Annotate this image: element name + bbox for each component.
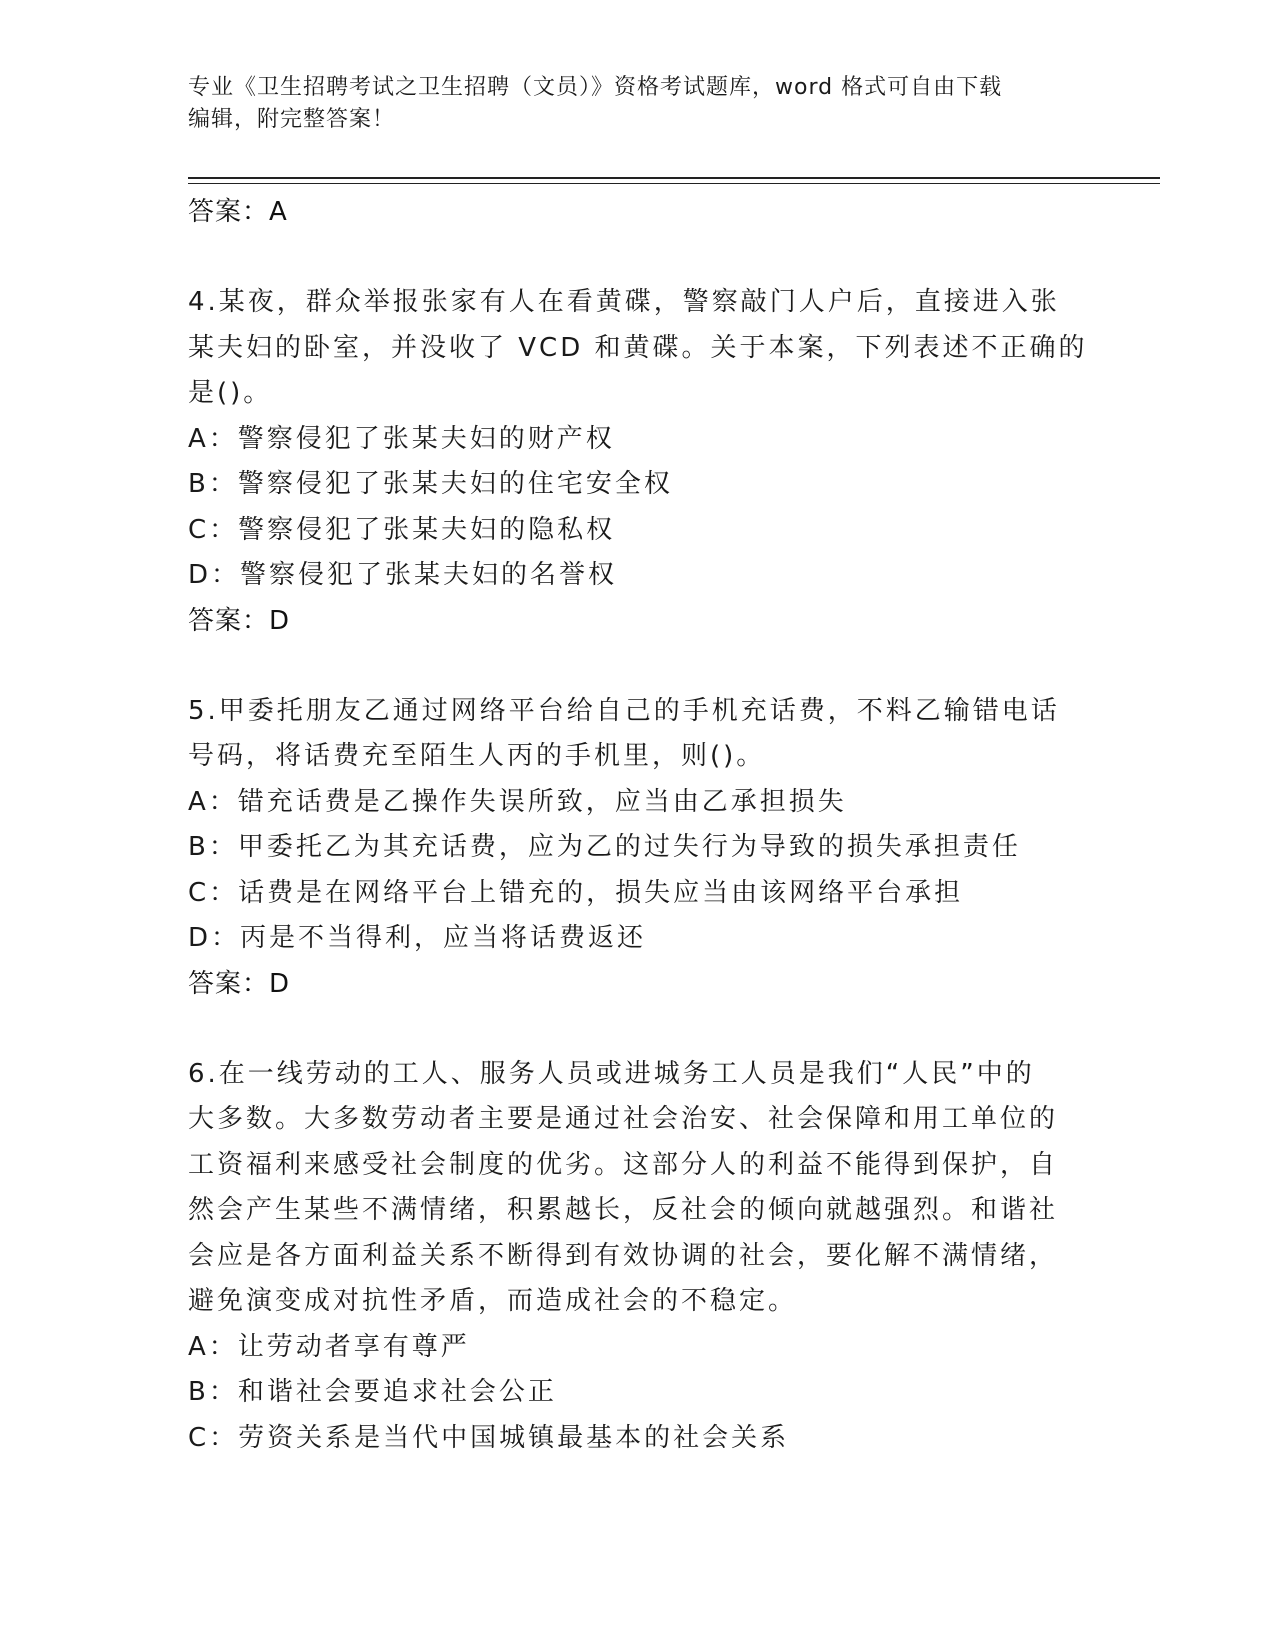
- option-b: B：甲委托乙为其充话费，应为乙的过失行为导致的损失承担责任: [188, 832, 1021, 862]
- page-header: [188, 72, 1088, 136]
- spacer: [188, 1007, 1088, 1052]
- option-c: C：警察侵犯了张某夫妇的隐私权: [188, 514, 616, 545]
- option-d: D：警察侵犯了张某夫妇的名誉权: [188, 560, 618, 590]
- question-text-line: 是()。: [188, 378, 273, 408]
- spacer: [188, 235, 1088, 280]
- question-text-line: 4.某夜，群众举报张家有人在看黄碟，警察敲门人户后，直接进入张: [188, 287, 1060, 317]
- question-text-line: 大多数。大多数劳动者主要是通过社会治安、社会保障和用工单位的: [188, 1104, 1059, 1134]
- option-d: D：丙是不当得利，应当将话费返还: [188, 923, 647, 953]
- option-a: A：警察侵犯了张某夫妇的财产权: [188, 423, 615, 454]
- option-b: B：和谐社会要追求社会公正: [188, 1377, 557, 1407]
- question-6: [188, 1052, 1088, 1462]
- answer-label: 答案：A: [188, 197, 288, 227]
- header-line-2: 编辑，附完整答案！: [188, 107, 396, 132]
- option-c: C：劳资关系是当代中国城镇最基本的社会关系: [188, 1422, 790, 1453]
- option-c: C：话费是在网络平台上错充的，损失应当由该网络平台承担: [188, 877, 964, 908]
- question-5: [188, 689, 1088, 1007]
- option-b: B：警察侵犯了张某夫妇的住宅安全权: [188, 469, 673, 499]
- header-rule-thin: [188, 183, 1160, 184]
- question-4: [188, 280, 1088, 644]
- option-a: A：错充话费是乙操作失误所致，应当由乙承担损失: [188, 786, 847, 817]
- answer-label: 答案：D: [188, 968, 291, 999]
- question-text-line: 避免演变成对抗性矛盾，而造成社会的不稳定。: [188, 1286, 798, 1316]
- header-rule-thick: [188, 177, 1160, 179]
- question-text-line: 号码，将话费充至陌生人丙的手机里，则()。: [188, 741, 766, 771]
- question-text-line: 然会产生某些不满情绪，积累越长，反社会的倾向就越强烈。和谐社: [188, 1195, 1059, 1225]
- question-text-line: 工资福利来感受社会制度的优劣。这部分人的利益不能得到保护，自: [188, 1149, 1059, 1180]
- spacer: [188, 644, 1088, 689]
- question-content: [188, 190, 1088, 1461]
- answer-label: 答案：D: [188, 605, 291, 636]
- header-line-1: 专业《卫生招聘考试之卫生招聘（文员）》资格考试题库，word 格式可自由下载: [188, 75, 1003, 100]
- question-text-line: 某夫妇的卧室，并没收了 VCD 和黄碟。关于本案，下列表述不正确的: [188, 332, 1088, 363]
- question-text-line: 会应是各方面利益关系不断得到有效协调的社会，要化解不满情绪，: [188, 1240, 1059, 1271]
- option-a: A：让劳动者享有尊严: [188, 1331, 470, 1362]
- question-text-line: 5.甲委托朋友乙通过网络平台给自己的手机充话费，不料乙输错电话: [188, 695, 1060, 726]
- question-text-line: 6.在一线劳动的工人、服务人员或进城务工人员是我们“人民”中的: [188, 1058, 1035, 1089]
